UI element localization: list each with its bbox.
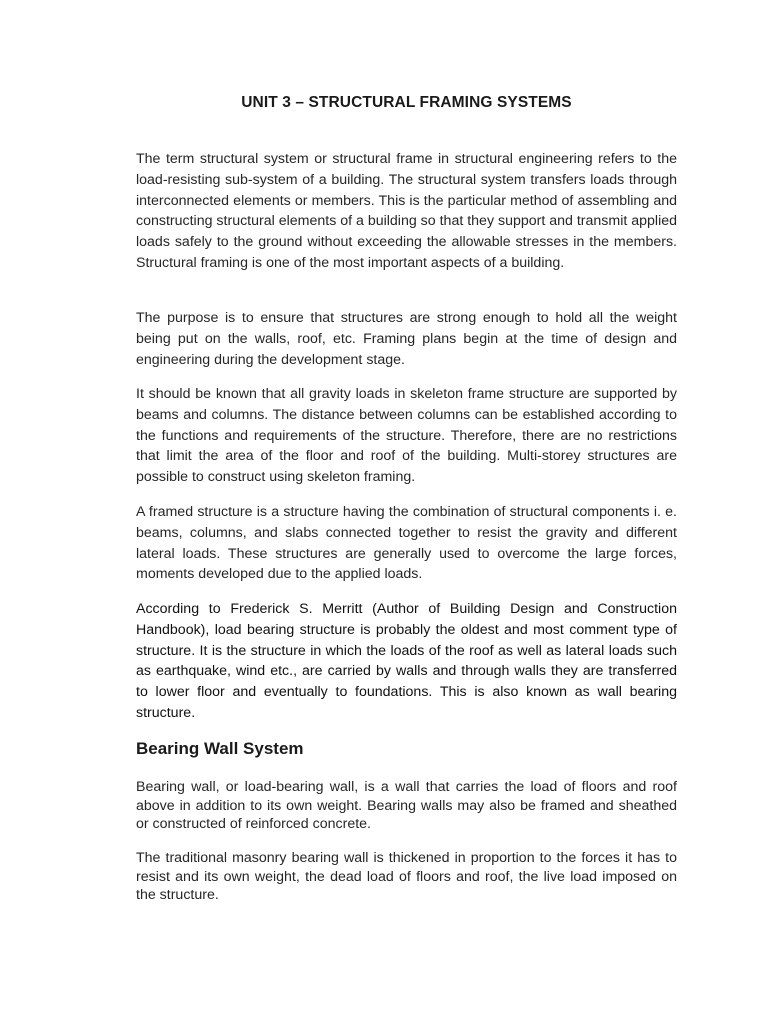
paragraph-framed-structure: A framed structure is a structure having the combination of structural components i. e. beams, columns, and slabs connected together to resist the gravity and different lateral loads. These structures are generally used to overcome the large forces, moments developed due to the applied loads. (136, 504, 677, 583)
paragraph-structural-system: The term structural system or structural frame in structural engineering refers to the load-resisting sub-system of a building. The structural system transfers loads through interconnected elements or members. This is the particular method of assembling and constructing structural elements of a building so that they support and transmit applied loads safely to the ground without exceeding the allowable stresses in the members. Structural framing is one of the most important aspects of a building. (136, 151, 678, 271)
paragraph-gravity-loads: It should be known that all gravity loads in skeleton frame structure are supported by beams and columns. The distance between columns can be established according to the functions and requirements of the structure. Therefore, there are no restrictions that limit the area of the floor and roof of the building. Multi-storey structures are possible to construct using skeleton framing. (136, 386, 677, 486)
paragraph-bearing-wall-definition: Bearing wall, or load-bearing wall, is a wall that carries the load of floors and roof above in addition to its own weight. Bearing walls may also be framed and sheathed or constructed of reinforced concrete. (136, 779, 677, 833)
paragraph-masonry-bearing-wall: The traditional masonry bearing wall is thickened in proportion to the forces it has to resist and its own weight, the dead load of floors and roof, the live load imposed on the structure. (136, 850, 677, 904)
paragraph-merritt: According to Frederick S. Merritt (Author of Building Design and Construction Handbook), load bearing structure is probably the oldest and most comment type of structure. It is the structure in which the loads of the roof as well as lateral loads such as earthquake, wind etc., are carried by walls and through walls they are transferred to lower floor and eventually to foundations. This is also known as wall bearing structure. (136, 601, 677, 721)
paragraph-purpose: The purpose is to ensure that structures are strong enough to hold all the weight being put on the walls, roof, etc. Framing plans begin at the time of design and engineering during the development stage. (136, 310, 677, 368)
document-title: UNIT 3 – STRUCTURAL FRAMING SYSTEMS (241, 94, 572, 111)
section-heading-bearing-wall: Bearing Wall System (136, 739, 304, 758)
